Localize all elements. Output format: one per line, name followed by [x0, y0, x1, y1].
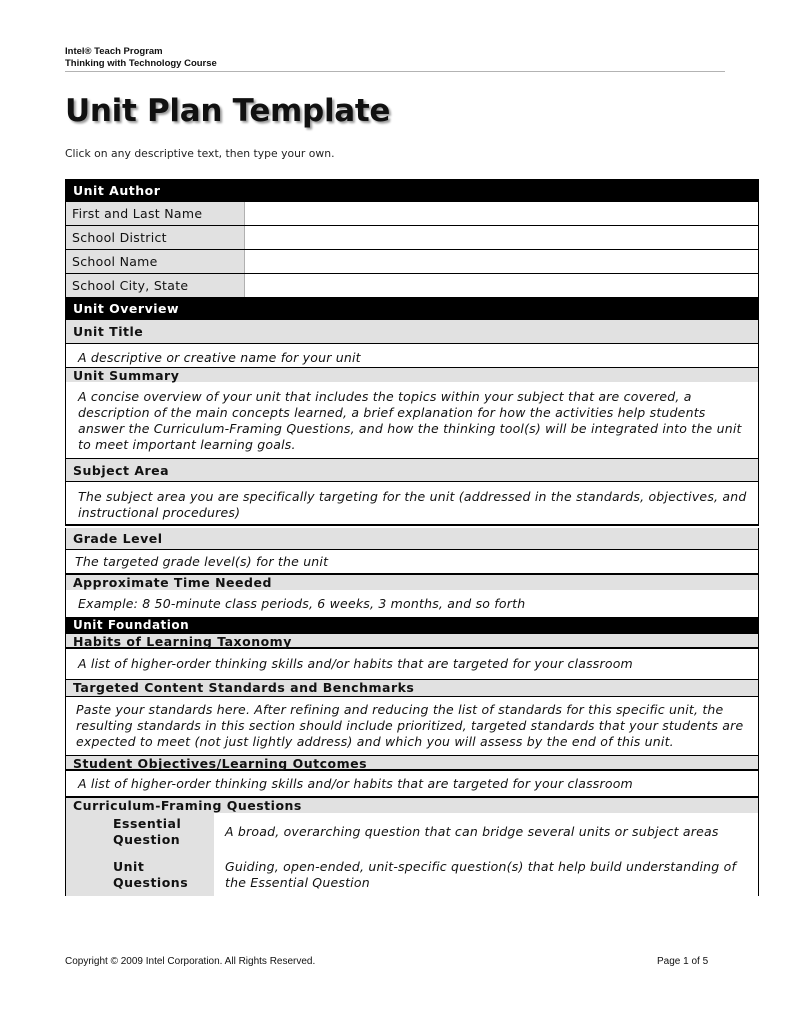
habits-text[interactable]: A list of higher-order thinking skills and/or habits that are targeted for your classroom [65, 649, 759, 679]
subject-area-label: Subject Area [65, 458, 759, 481]
time-needed-label: Approximate Time Needed [65, 575, 759, 590]
unit-label-line1: Unit [113, 859, 145, 874]
field-label: School City, State [66, 274, 244, 297]
school-city-state-input[interactable] [244, 274, 758, 297]
time-needed-text[interactable]: Example: 8 50-minute class periods, 6 weeks, 3 months, and so forth [65, 590, 759, 617]
standards-text[interactable]: Paste your standards here. After refining and reducing the list of standards for this specific unit, the resulting standards in this section should include prioritized, targeted standards that your students are expected to meet (not just lightly address) and which you will assess by the end of this unit. [65, 696, 759, 755]
objectives-label: Student Objectives/Learning Outcomes [65, 755, 759, 771]
essential-question-label [66, 813, 214, 853]
cfq-label: Curriculum-Framing Questions [65, 798, 759, 813]
essential-question-row [65, 813, 759, 853]
field-row-name [65, 202, 759, 226]
standards-label: Targeted Content Standards and Benchmarks [65, 679, 759, 696]
habits-label: Habits of Learning Taxonomy [65, 634, 759, 649]
field-label: School Name [66, 250, 244, 273]
unit-questions-text[interactable]: Guiding, open-ended, unit-specific question(s) that help build understanding of the Essential Question [225, 859, 737, 890]
field-label: School District [66, 226, 244, 249]
unit-questions-row [65, 853, 759, 896]
unit-overview-heading: Unit Overview [65, 297, 759, 320]
page-title: Unit Plan Template [65, 93, 391, 129]
unit-questions-label [66, 853, 214, 896]
essential-label-line1: Essential [113, 816, 182, 831]
field-row-city [65, 274, 759, 297]
field-row-school [65, 250, 759, 274]
subject-area-text[interactable]: The subject area you are specifically targeting for the unit (addressed in the standards, objectives, and instructional procedures) [65, 481, 759, 526]
copyright-text: Copyright © 2009 Intel Corporation. All Rights Reserved. [65, 956, 316, 967]
unit-summary-text[interactable]: A concise overview of your unit that includes the topics within your subject that are covered, a description of the main concepts learned, a brief explanation for how the activities help students answer the Curriculum-Framing Questions, and how the thinking tool(s) will be integrated into the unit to meet important learning goals. [65, 382, 759, 458]
header-rule [65, 71, 725, 72]
unit-title-label: Unit Title [65, 320, 759, 343]
unit-title-text[interactable]: A descriptive or creative name for your unit [65, 343, 759, 367]
unit-foundation-heading: Unit Foundation [65, 617, 759, 634]
page-number: Page 1 of 5 [657, 956, 709, 967]
page-header [65, 46, 725, 72]
first-last-name-input[interactable] [244, 202, 758, 225]
course-name: Thinking with Technology Course [65, 58, 217, 69]
school-name-input[interactable] [244, 250, 758, 273]
program-name: Intel® Teach Program [65, 46, 163, 57]
field-row-district [65, 226, 759, 250]
instruction-text: Click on any descriptive text, then type your own. [65, 147, 335, 160]
school-district-input[interactable] [244, 226, 758, 249]
grade-level-text[interactable]: The targeted grade level(s) for the unit [65, 549, 759, 575]
essential-label-line2: Question [113, 832, 181, 847]
field-label: First and Last Name [66, 202, 244, 225]
unit-plan-form [65, 179, 759, 896]
objectives-text[interactable]: A list of higher-order thinking skills and/or habits that are targeted for your classroom [65, 771, 759, 798]
unit-author-heading: Unit Author [65, 179, 759, 202]
essential-question-text[interactable]: A broad, overarching question that can bridge several units or subject areas [225, 824, 719, 839]
grade-level-label: Grade Level [65, 528, 759, 549]
unit-summary-label: Unit Summary [65, 367, 759, 382]
unit-label-line2: Questions [113, 875, 189, 890]
